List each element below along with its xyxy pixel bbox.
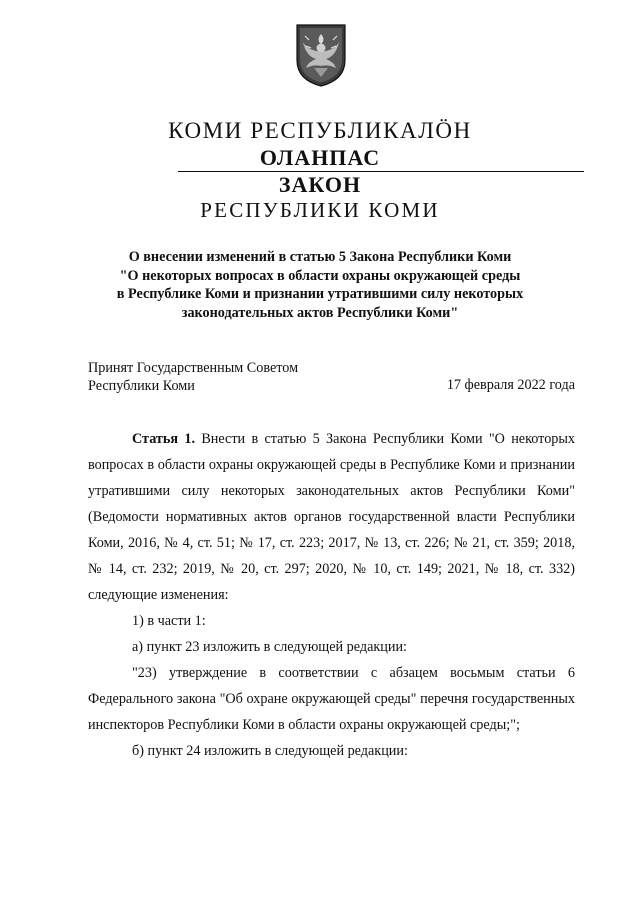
article-item: а) пункт 23 изложить в следующей редакции: — [132, 639, 407, 655]
header-zakon: ЗАКОН — [278, 172, 362, 197]
article-label: Статья 1. — [132, 431, 196, 447]
law-title-line: О внесении изменений в статью 5 Закона Республики Коми — [128, 249, 512, 265]
article-item: б) пункт 24 изложить в следующей редакции: — [132, 743, 408, 759]
header-republic-komi: РЕСПУБЛИКИ КОМИ — [200, 198, 440, 222]
law-title-line: "О некоторых вопросах в области охраны окружающей среды — [119, 267, 521, 284]
law-title-line: законодательных актов Республики Коми" — [181, 304, 459, 321]
adopted-by-line: Республики Коми — [88, 378, 195, 394]
law-title — [0, 248, 640, 322]
article-item: 1) в части 1: — [132, 613, 206, 629]
article-intro-text: Внести в статью 5 Закона Республики Коми "О некоторых вопросах в области охраны окружающей среды в Республике Коми и признании утратившими силу некоторых законодательных актов Республики Коми" (Ведомости нормативных актов органов государственной власти Республики Коми, 2016, № 4, ст. 51; № 17, ст. 223; 2017, № 13, ст. 226; № 21, ст. 359; 2018, № 14, ст. 232; 2019, № 20, ст. 297; 2020, № 10, ст. 149; 2021, № 18, ст. 332) следующие изменения: — [88, 431, 576, 603]
article-item: "23) утверждение в соответствии с абзацем восьмым статьи 6 Федерального закона "Об охране окружающей среды" перечня государственных инспекторов Республики Коми в области охраны окружающей среды;"; — [88, 665, 575, 733]
adoption-date: 17 февраля 2022 года — [446, 377, 575, 393]
adopted-by — [88, 359, 298, 395]
header-olanpas: ОЛАНПАС — [259, 145, 381, 170]
adopted-by-line: Принят Государственным Советом — [88, 360, 299, 376]
article-body — [88, 426, 575, 764]
header-komi-republic: КОМИ РЕСПУБЛИКАЛӦН — [168, 118, 472, 143]
law-title-line: в Республике Коми и признании утратившими силу некоторых — [116, 286, 524, 302]
coat-of-arms-icon — [294, 22, 348, 88]
article-intro-paragraph — [88, 426, 575, 608]
